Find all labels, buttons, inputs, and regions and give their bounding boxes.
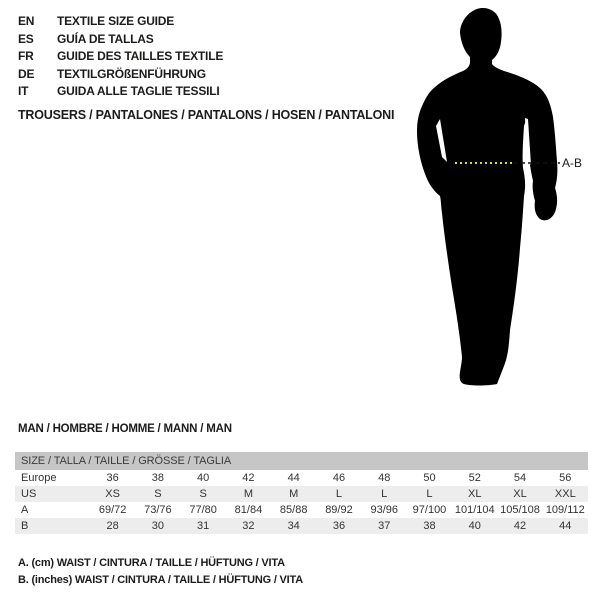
table-cell: 36 [106, 472, 119, 484]
table-row [15, 518, 588, 534]
table-cell: 31 [197, 520, 210, 532]
table-cell: S [154, 488, 162, 500]
man-silhouette-body [417, 8, 557, 385]
table-cell: 44 [559, 520, 572, 532]
language-row [18, 83, 223, 101]
language-label: GUIDA ALLE TAGLIE TESSILI [57, 84, 220, 98]
table-cell: 32 [242, 520, 255, 532]
garment-heading: TROUSERS / PANTALONES / PANTALONS / HOSEN / PANTALONI [18, 108, 395, 122]
language-row [18, 13, 223, 31]
table-cell: 46 [332, 472, 346, 484]
row-label: B [21, 520, 29, 532]
language-label: TEXTILGRÖßENFÜHRUNG [57, 66, 206, 81]
note-b: B. (inches) WAIST / CINTURA / TAILLE / HÜFTUNG / VITA [18, 574, 303, 586]
size-table-rows [15, 470, 588, 534]
table-cell: M [289, 488, 299, 500]
table-cell: 69/72 [98, 504, 127, 516]
table-cell: 93/96 [370, 504, 398, 516]
table-row [15, 470, 588, 486]
table-cell: 56 [559, 472, 572, 484]
table-cell: 97/100 [412, 504, 447, 516]
table-cell: 42 [242, 472, 255, 484]
table-cell: 109/112 [545, 504, 585, 516]
table-cell: M [243, 488, 254, 500]
table-row [15, 502, 588, 518]
table-cell: XXL [554, 488, 576, 500]
table-cell: 81/84 [234, 504, 263, 516]
table-cell: 44 [287, 472, 300, 484]
row-label: Europe [21, 472, 57, 484]
table-cell: 40 [468, 520, 481, 532]
table-cell: 30 [151, 520, 165, 532]
language-list [18, 13, 223, 101]
table-cell: 73/76 [144, 504, 172, 516]
table-cell: 34 [287, 520, 300, 532]
table-cell: 101/104 [454, 504, 495, 516]
table-cell: 54 [513, 472, 527, 484]
language-code: IT [18, 84, 29, 98]
language-label: TEXTILE SIZE GUIDE [57, 14, 175, 28]
table-cell: 50 [423, 472, 436, 484]
language-label: GUÍA DE TALLAS [57, 31, 154, 46]
size-table [15, 452, 588, 534]
table-cell: 38 [423, 520, 436, 532]
table-cell: 38 [151, 472, 165, 484]
table-cell: XL [468, 488, 482, 500]
language-row [18, 48, 223, 66]
table-row [15, 486, 588, 502]
section-heading: MAN / HOMBRE / HOMME / MANN / MAN [18, 423, 232, 435]
size-table-header: SIZE / TALLA / TAILLE / GRÖSSE / TAGLIA [15, 452, 588, 470]
table-cell: XL [513, 488, 527, 500]
language-row [18, 31, 223, 49]
table-cell: XS [105, 488, 120, 500]
language-row [18, 66, 223, 84]
table-cell: L [426, 488, 433, 500]
language-code: ES [18, 31, 34, 46]
table-cell: 77/80 [189, 504, 217, 516]
table-cell: 105/108 [500, 504, 540, 516]
table-cell: 42 [513, 520, 527, 532]
row-label: A [21, 504, 29, 516]
note-a: A. (cm) WAIST / CINTURA / TAILLE / HÜFTUNG / VITA [18, 557, 285, 569]
man-silhouette [400, 0, 600, 400]
language-label: GUIDE DES TAILLES TEXTILE [57, 49, 224, 63]
measurement-notes [18, 555, 303, 589]
table-cell: L [335, 488, 343, 500]
table-cell: 89/92 [325, 504, 353, 516]
table-cell: L [381, 488, 388, 500]
table-cell: 48 [378, 472, 391, 484]
table-cell: 40 [197, 472, 210, 484]
table-cell: 36 [332, 520, 346, 532]
table-cell: 85/88 [279, 504, 308, 516]
measure-label: A-B [562, 156, 583, 170]
language-code: DE [18, 66, 35, 81]
table-cell: 28 [106, 520, 119, 532]
table-cell: 52 [468, 472, 481, 484]
language-code: FR [18, 49, 34, 63]
language-code: EN [18, 14, 35, 28]
table-cell: 37 [378, 520, 391, 532]
table-cell: S [199, 488, 207, 500]
row-label: US [21, 488, 37, 500]
